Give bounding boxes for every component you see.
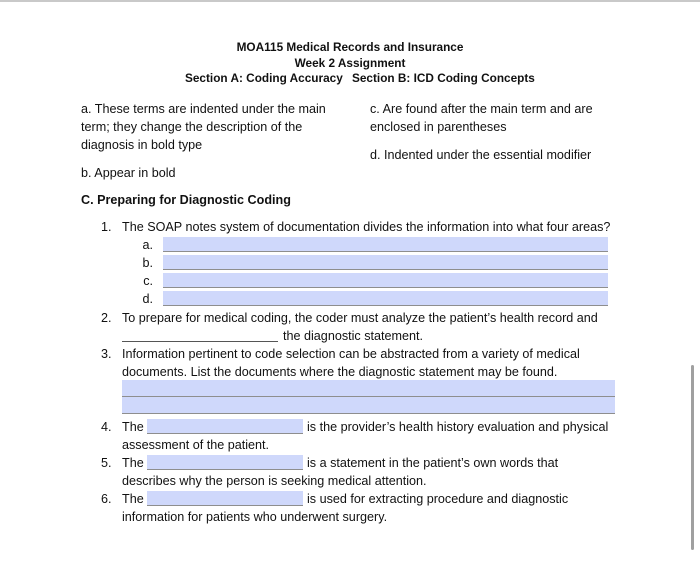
question-3-text-cont: documents. List the documents where the diagnostic statement may be found.: [122, 365, 558, 379]
q6-answer-field[interactable]: [147, 491, 303, 506]
answer-a: [81, 100, 326, 154]
answer-d: d. Indented under the essential modifier: [370, 148, 592, 162]
question-1-text: The SOAP notes system of documentation divides the information into what four areas?: [122, 220, 611, 234]
answer-c: [370, 100, 593, 136]
section-a-heading: Section A: Coding Accuracy: [185, 71, 343, 85]
answer-b: b. Appear in bold: [81, 166, 176, 180]
question-6-text-cont: information for patients who underwent surgery.: [122, 510, 388, 524]
answer-c-line: c. Are found after the main term and are: [370, 102, 593, 116]
section-c-heading: C. Preparing for Diagnostic Coding: [81, 193, 291, 207]
q1-answer-b-field[interactable]: [163, 255, 608, 270]
question-5-text-cont: describes why the person is seeking medical attention.: [122, 474, 427, 488]
q3-answer-field-1[interactable]: [122, 380, 615, 397]
question-5-prefix: The: [122, 456, 144, 470]
q1-label-c: c.: [143, 274, 153, 288]
question-2-text: To prepare for medical coding, the coder must analyze the patient’s health record and: [122, 311, 598, 325]
scrollbar[interactable]: [691, 365, 694, 550]
answer-c-line: enclosed in parentheses: [370, 120, 507, 134]
question-4-text: is the provider’s health history evaluation and physical: [307, 420, 609, 434]
q1-label-d: d.: [142, 292, 153, 306]
section-b-heading: Section B: ICD Coding Concepts: [352, 71, 535, 85]
q1-answer-a-field[interactable]: [163, 237, 608, 252]
question-4-number: 4.: [101, 420, 112, 434]
q2-answer-field[interactable]: [122, 327, 278, 342]
q4-answer-field[interactable]: [147, 419, 303, 434]
q5-answer-field[interactable]: [147, 455, 303, 470]
question-5-number: 5.: [101, 456, 112, 470]
question-2-number: 2.: [101, 311, 112, 325]
question-1-number: 1.: [101, 220, 112, 234]
answer-a-line: term; they change the description of the: [81, 120, 303, 134]
question-4-prefix: The: [122, 420, 144, 434]
question-4-text-cont: assessment of the patient.: [122, 438, 270, 452]
page-top-edge: [0, 0, 700, 2]
q1-answer-d-field[interactable]: [163, 291, 608, 306]
answer-a-line: diagnosis in bold type: [81, 138, 203, 152]
question-3-number: 3.: [101, 347, 112, 361]
q3-answer-field-2[interactable]: [122, 397, 615, 414]
answer-a-line: a. These terms are indented under the main: [81, 102, 326, 116]
document-title: MOA115 Medical Records and Insurance: [236, 40, 464, 54]
question-2-text-cont: the diagnostic statement.: [283, 329, 424, 343]
question-6-number: 6.: [101, 492, 112, 506]
q1-label-a: a.: [142, 238, 153, 252]
question-3-text: Information pertinent to code selection can be abstracted from a variety of medical: [122, 347, 580, 361]
question-6-prefix: The: [122, 492, 144, 506]
question-6-text: is used for extracting procedure and diagnostic: [307, 492, 569, 506]
question-5-text: is a statement in the patient’s own words that: [307, 456, 559, 470]
q1-label-b: b.: [142, 256, 153, 270]
document-subtitle: Week 2 Assignment: [294, 56, 406, 70]
q1-answer-c-field[interactable]: [163, 273, 608, 288]
